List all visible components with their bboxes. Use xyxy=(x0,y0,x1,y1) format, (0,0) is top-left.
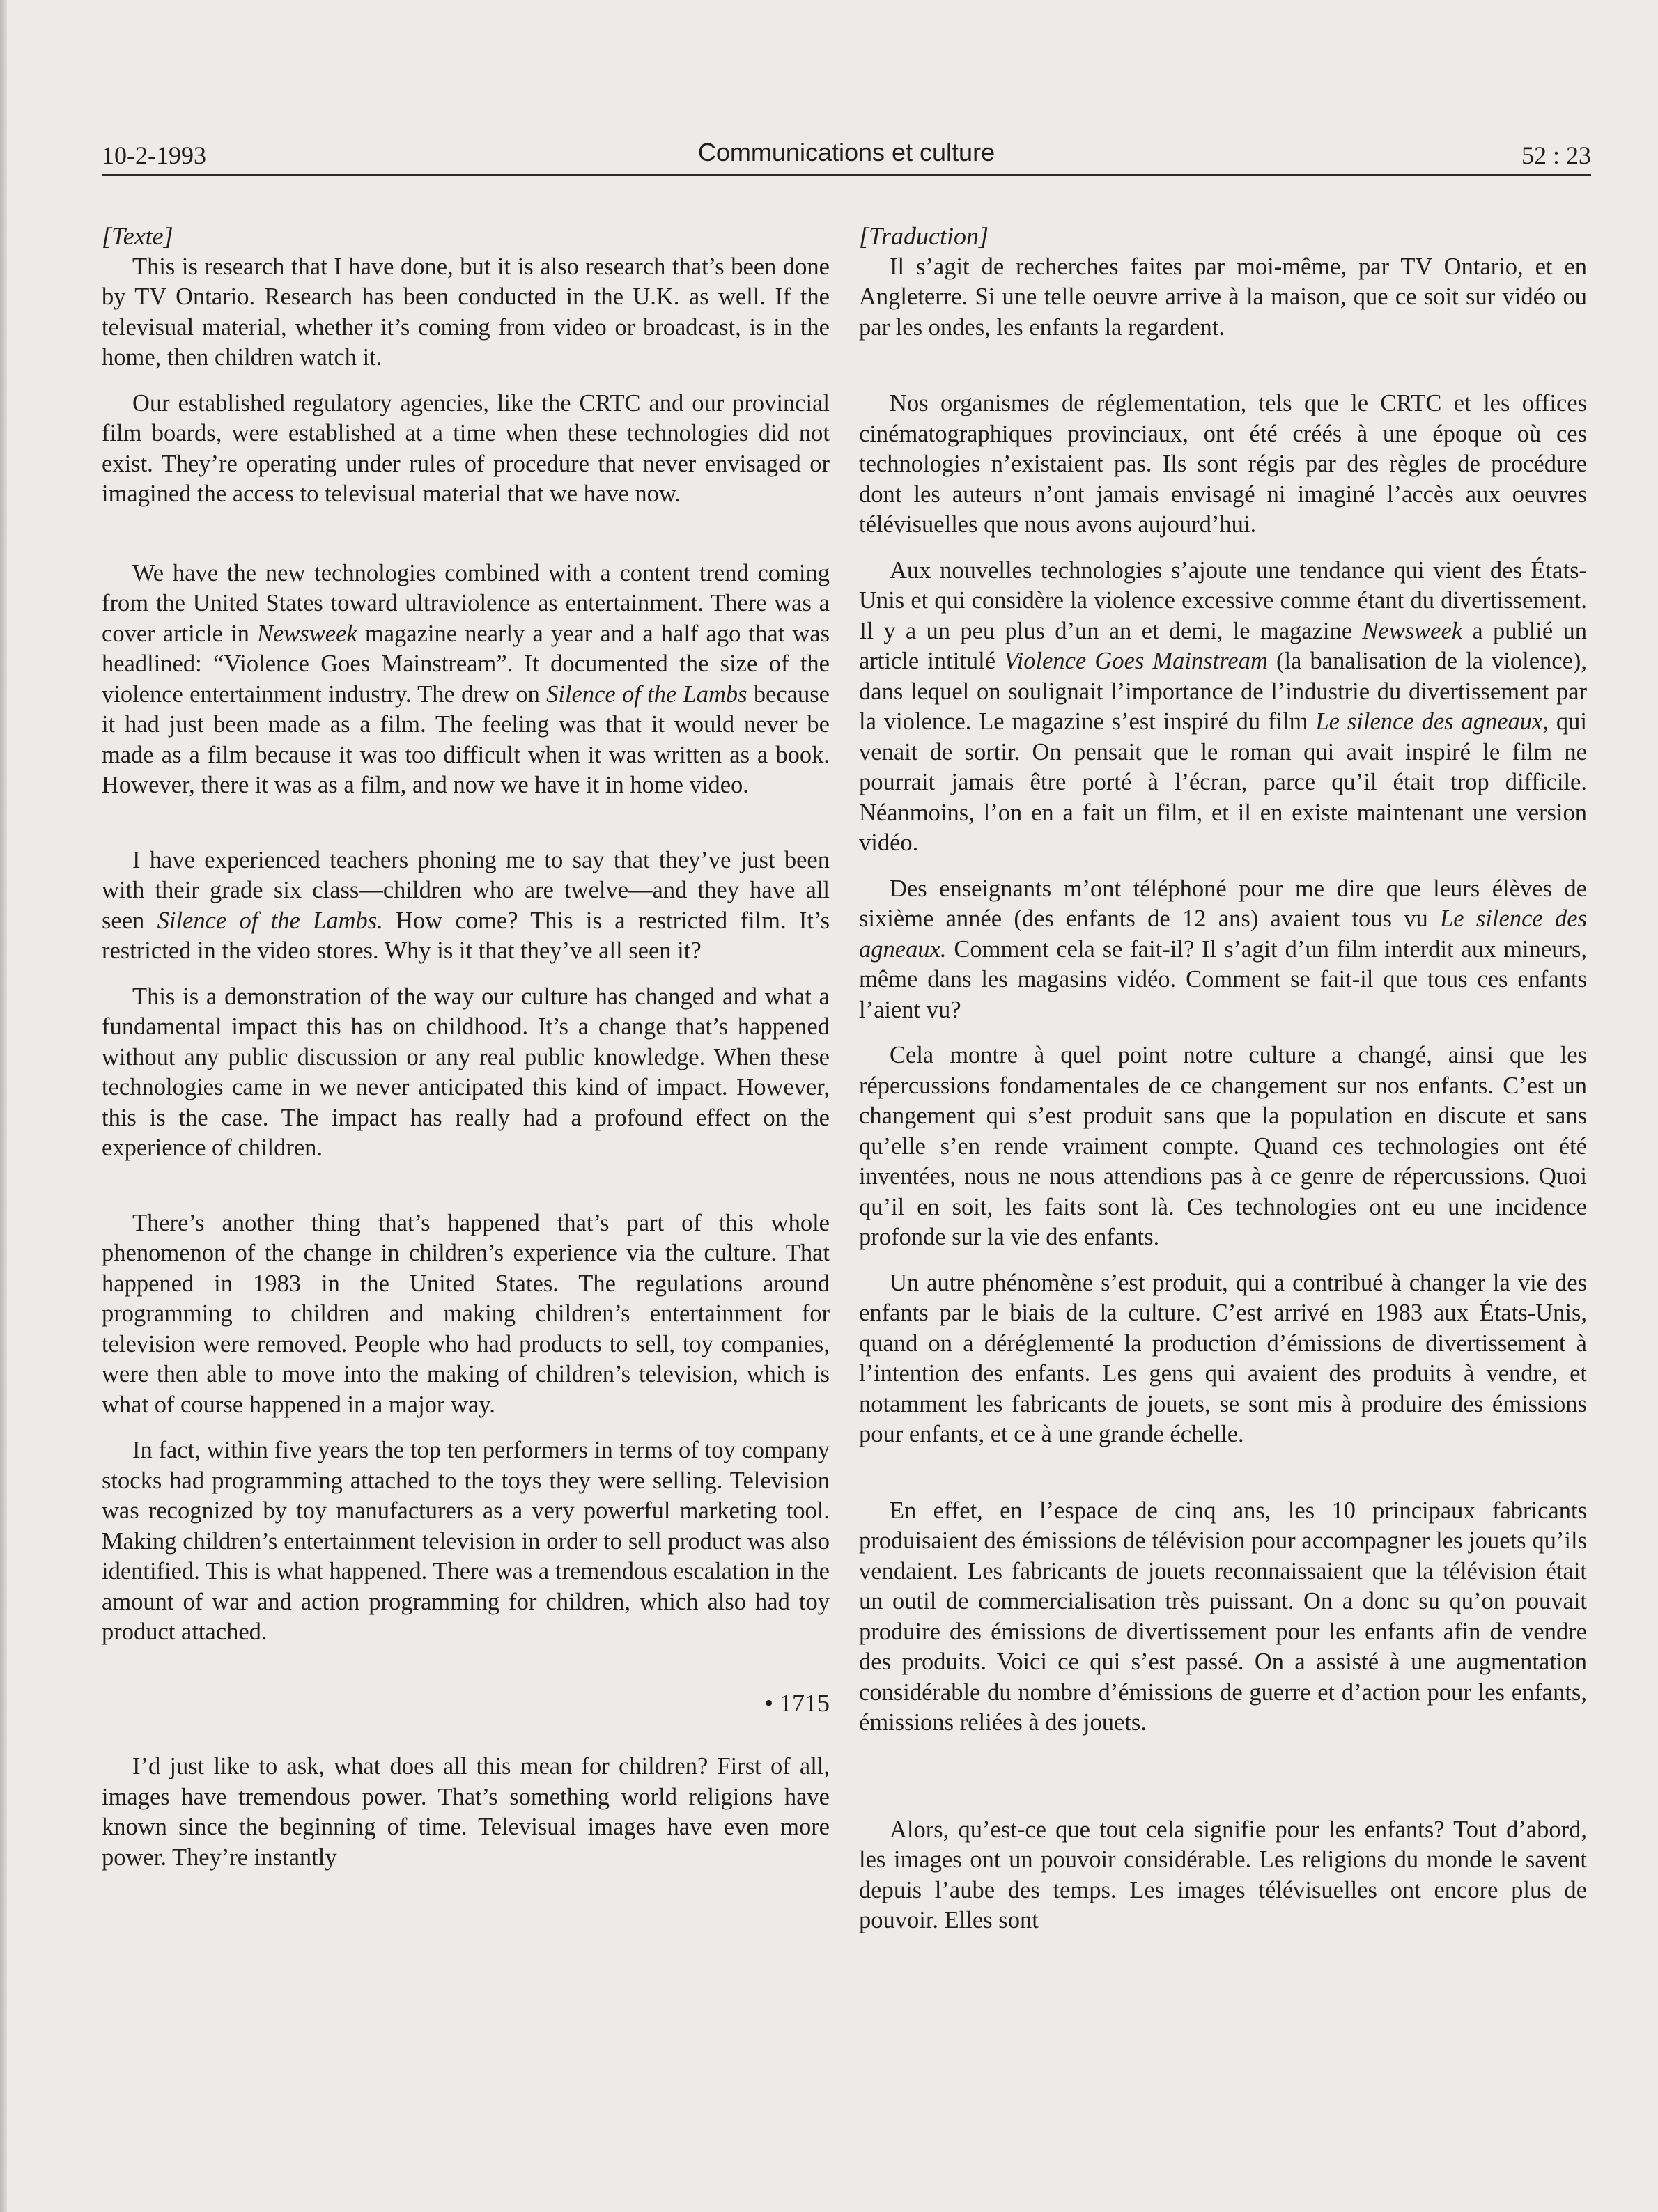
en-paragraph-1: This is research that I have done, but it is also research that’s been done by TV Ontario. Research has been conducted in the U.K. as well. If the televisual material, whether it’s coming from video or broadcast, is in the home, then children watch it. xyxy=(102,253,830,371)
header-title: Communications et culture xyxy=(697,138,995,166)
fr-paragraph-7: En effet, en l’espace de cinq ans, les 10 principaux fabricants produisaient des émissions de télévision pour accompagner les jouets qu’ils vendaient. Les fabricants de jouets reconnaissaient que la télévision était un outil de commercialisation très puissant. On a donc su qu’on pouvait produire des émissions de divertissement pour les enfants afin de vendre des produits. Voici ce qui s’est passé. On a assisté à une augmentation considérable du nombre d’émissions de guerre et d’action pour les enfants, émissions reliées à des jouets. xyxy=(859,1497,1587,1736)
en-paragraph-4: I have experienced teachers phoning me to say that they’ve just been with their grade six class—children who are twelve—and they have all seen Silence of the Lambs. How come? This is a restricted film. It’s restricted in the video stores. Why is it that they’ve all seen it? xyxy=(102,846,830,964)
running-header xyxy=(102,137,1591,173)
fr-paragraph-5: Cela montre à quel point notre culture a changé, ainsi que les répercussions fondamentales de ce changement sur nos enfants. C’est un changement qui s’est produit sans que la population en discute et sans qu’elle s’en rende vraiment compte. Quand ces technologies ont été inventées, nous ne nous attendions pas à ce genre de répercussions. Quoi qu’il en soit, les faits sont là. Ces technologies ont eu une incidence profonde sur la vie des enfants. xyxy=(859,1042,1587,1250)
en-paragraph-6: There’s another thing that’s happened that’s part of this whole phenomenon of the change in children’s experience via the culture. That happened in 1983 in the United States. The regulations around programming to children and making children’s entertainment for television were removed. People who had products to sell, toy companies, were then able to move into the making of children’s television, which is what of course happened in a major way. xyxy=(102,1209,830,1418)
en-paragraph-2: Our established regulatory agencies, like the CRTC and our provincial film boards, were established at a time when these technologies did not exist. They’re operating under rules of procedure that never envisaged or imagined the access to televisual material that we have now. xyxy=(102,389,830,507)
fr-paragraph-8: Alors, qu’est-ce que tout cela signifie pour les enfants? Tout d’abord, les images ont un pouvoir considérable. Les religions du monde le savent depuis l’aube des temps. Les images télévisuelles ont encore plus de pouvoir. Elles sont xyxy=(859,1816,1587,1933)
header-rule xyxy=(102,174,1591,176)
text-tag: [Texte] xyxy=(102,222,173,250)
en-paragraph-7: In fact, within five years the top ten performers in terms of toy company stocks had programming attached to the toys they were selling. Television was recognized by toy manufacturers as a very powerful marketing tool. Making children’s entertainment television in order to sell product was also identified. This is what happened. There was a tremendous escalation in the amount of war and action programming for children, which also had toy product attached. xyxy=(102,1437,830,1645)
fr-paragraph-4: Des enseignants m’ont téléphoné pour me dire que leurs élèves de sixième année (des enfants de 12 ans) avaient tous vu Le silence des agneaux. Comment cela se fait-il? Il s’agit d’un film interdit aux mineurs, même dans les magasins vidéo. Comment se fait-il que tous ces enfants l’aient vu? xyxy=(859,875,1587,1023)
header-date: 10-2-1993 xyxy=(102,141,206,169)
fr-paragraph-6: Un autre phénomène s’est produit, qui a contribué à changer la vie des enfants par le biais de la culture. C’est arrivé en 1983 aux États-Unis, quand on a déréglementé la production d’émissions de divertissement à l’intention des enfants. Les gens qui avaient des produits à vendre, et notamment les fabricants de jouets, se sont mis à produire des émissions pour enfants, et ce à une grande échelle. xyxy=(859,1269,1587,1447)
page-binding-edge xyxy=(0,0,7,2212)
time-marker: • 1715 xyxy=(764,1688,830,1717)
french-column xyxy=(859,221,1587,1936)
fr-paragraph-2: Nos organismes de réglementation, tels que le CRTC et les offices cinématographiques provinciaux, ont été créés à une époque où ces technologies n’existaient pas. Ils sont régis par des règles de procédure dont les auteurs n’ont jamais envisagé ni imaginé l’accès aux oeuvres télévisuelles que nous avons aujourd’hui. xyxy=(859,390,1587,538)
en-paragraph-5: This is a demonstration of the way our culture has changed and what a fundamental impact this has on childhood. It’s a change that’s happened without any public discussion or any real public knowledge. When these technologies came in we never anticipated this kind of impact. However, this is the case. The impact has really had a profound effect on the experience of children. xyxy=(102,983,830,1161)
english-column xyxy=(102,221,830,1873)
fr-paragraph-1: Il s’agit de recherches faites par moi-même, par TV Ontario, et en Angleterre. Si une telle oeuvre arrive à la maison, que ce soit sur vidéo ou par les ondes, les enfants la regardent. xyxy=(859,253,1587,341)
en-paragraph-8: I’d just like to ask, what does all this mean for children? First of all, images have tremendous power. That’s something world religions have known since the beginning of time. Televisual images have even more power. They’re instantly xyxy=(102,1753,830,1871)
header-page-number: 52 : 23 xyxy=(1521,141,1591,169)
translation-tag: [Traduction] xyxy=(859,222,989,250)
fr-paragraph-3: Aux nouvelles technologies s’ajoute une tendance qui vient des États-Unis et qui considère la violence excessive comme étant du divertissement. Il y a un peu plus d’un an et demi, le magazine Newsweek a publié un article intitulé Violence Goes Mainstream (la banalisation de la violence), dans lequel on soulignait l’importance de l’industrie du divertissement par la violence. Le magazine s’est inspiré du film Le silence des agneaux, qui venait de sortir. On pensait que le roman qui avait inspiré le film ne pourrait jamais être porté à l’écran, parce qu’il était trop difficile. Néanmoins, l’on en a fait un film, et il en existe maintenant une version vidéo. xyxy=(859,556,1588,856)
en-paragraph-3: We have the new technologies combined with a content trend coming from the United States toward ultraviolence as entertainment. There was a cover article in Newsweek magazine nearly a year and a half ago that was headlined: “Violence Goes Mainstream”. It documented the size of the violence entertainment industry. The drew on Silence of the Lambs because it had just been made as a film. The feeling was that it would never be made as a film because it was too difficult when it was written as a book. However, there it was as a film, and now we have it in home video. xyxy=(102,559,830,798)
